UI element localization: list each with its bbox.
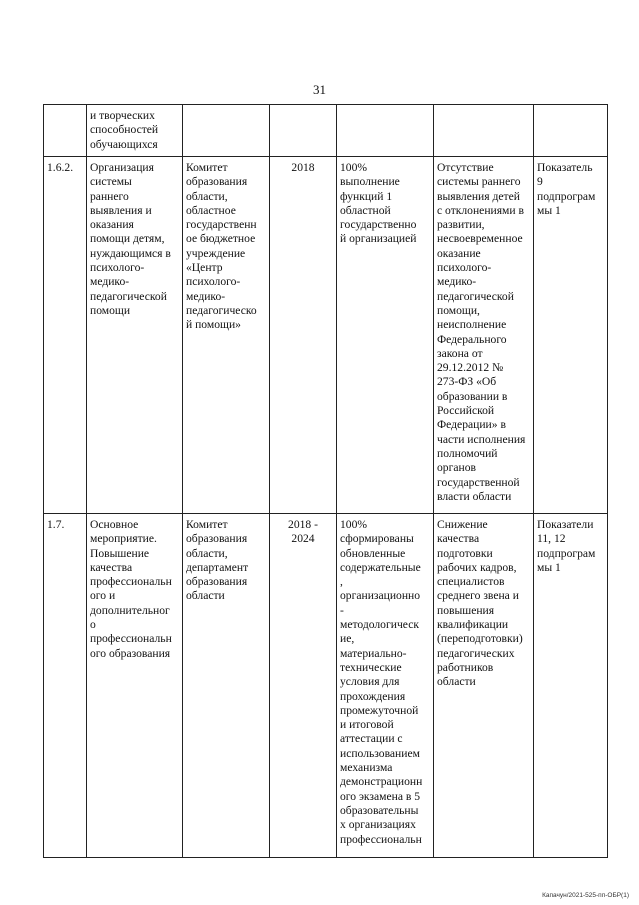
cell-number xyxy=(44,105,87,157)
cell-consequence xyxy=(434,105,534,157)
cell-indicator xyxy=(534,105,608,157)
cell-indicator: Показатели 11, 12 подпрограм мы 1 xyxy=(534,514,608,858)
cell-executor xyxy=(183,105,270,157)
cell-indicator: Показатель 9 подпрограм мы 1 xyxy=(534,157,608,514)
program-measures-table xyxy=(43,104,608,858)
cell-measure-name: Организация системы раннего выявления и оказания помощи детям, нуждающимся в психолого- медико- педагогической помощи xyxy=(87,157,183,514)
cell-measure-name: и творческих способностей обучающихся xyxy=(87,105,183,157)
cell-number: 1.6.2. xyxy=(44,157,87,514)
cell-year xyxy=(270,105,337,157)
cell-consequence: Отсутствие системы раннего выявления детей с отклонениями в развитии, несвоевременное оказание психолого- медико- педагогической помощи, неисполнение Федерального закона от 29.12.2012 № 273-ФЗ «Об образовании в Российской Федерации» в части исполнения полномочий органов государственной власти области xyxy=(434,157,534,514)
table-row xyxy=(44,105,608,157)
cell-number: 1.7. xyxy=(44,514,87,858)
cell-year: 2018 - 2024 xyxy=(270,514,337,858)
table-row xyxy=(44,157,608,514)
cell-executor: Комитет образования области, областное государственн ое бюджетное учреждение «Центр психолого- медико- педагогическо й помощи» xyxy=(183,157,270,514)
document-registration-code: Капачун/2021-525-пп-ОБР(1) xyxy=(542,892,629,899)
cell-year: 2018 xyxy=(270,157,337,514)
cell-expected-result: 100% выполнение функций 1 областной государственно й организацией xyxy=(337,157,434,514)
cell-measure-name: Основное мероприятие. Повышение качества профессиональн ого и дополнительног о профессиональн ого образования xyxy=(87,514,183,858)
table-row xyxy=(44,514,608,858)
cell-consequence: Снижение качества подготовки рабочих кадров, специалистов среднего звена и повышения квалификации (переподготовки) педагогических работников области xyxy=(434,514,534,858)
cell-executor: Комитет образования области, департамент образования области xyxy=(183,514,270,858)
page-number: 31 xyxy=(313,82,326,97)
cell-expected-result xyxy=(337,105,434,157)
cell-expected-result: 100% сформированы обновленные содержательные , организационно - методологическ ие, материально- технические условия для прохождения промежуточной и итоговой аттестации с использованием механизма демонстрационн ого экзамена в 5 образовательны х организациях профессиональн xyxy=(337,514,434,858)
